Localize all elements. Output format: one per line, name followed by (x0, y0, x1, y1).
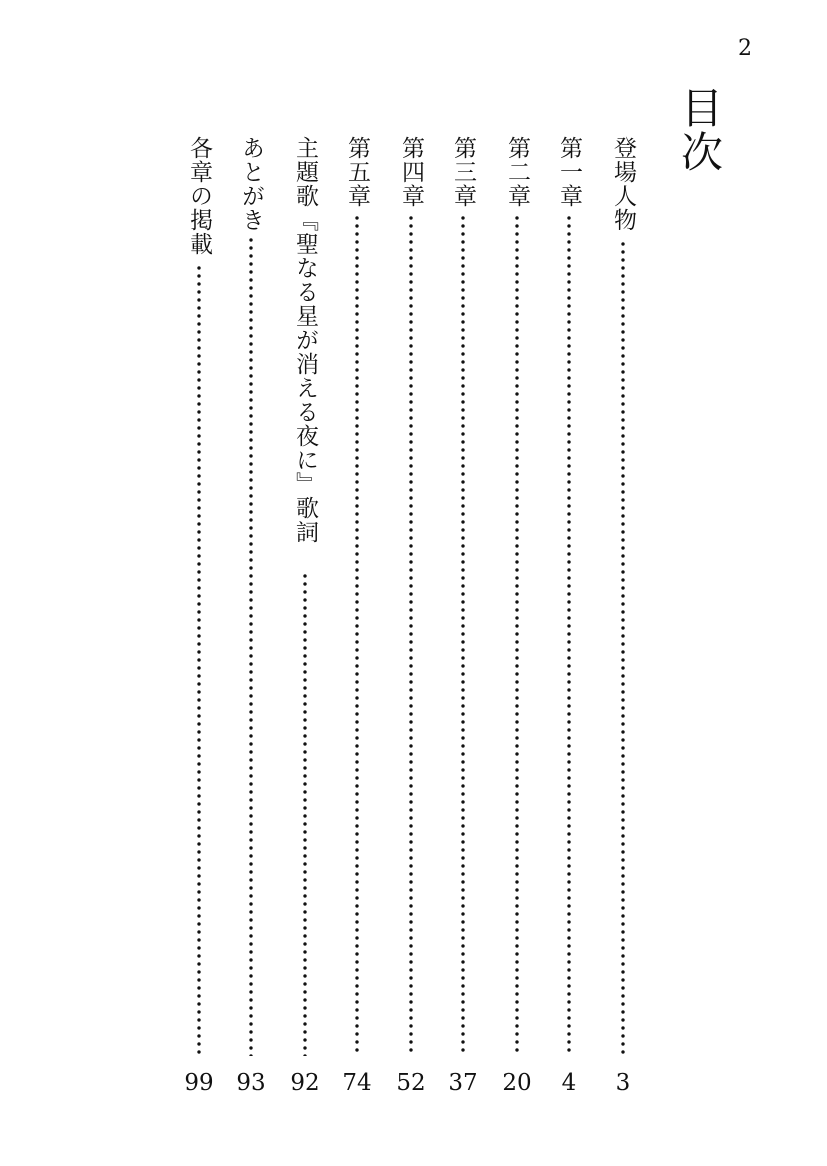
toc-page-number: 92 (290, 1070, 320, 1096)
toc-page-number: 37 (448, 1070, 478, 1096)
toc-entry-label: 主題歌『聖なる星が消える夜に』歌詞 (292, 136, 318, 544)
toc-entry-label: 登場人物 (610, 136, 636, 232)
toc-page-number: 99 (184, 1070, 214, 1096)
toc-entry-label: 各章の掲載 (186, 136, 212, 256)
toc-entry-theme-song-lyrics[interactable] (290, 136, 320, 1056)
toc-leader-dots (197, 264, 201, 1056)
toc-entry-label: 第二章 (504, 136, 530, 208)
toc-entry-label: 第四章 (398, 136, 424, 208)
toc-entry-chapter-2[interactable] (502, 136, 532, 1056)
toc-entry-chapter-3[interactable] (448, 136, 478, 1056)
toc-entry-characters[interactable] (608, 136, 638, 1056)
toc-page-number: 52 (396, 1070, 426, 1096)
toc-page-number: 20 (502, 1070, 532, 1096)
toc-leader-dots (303, 572, 307, 1056)
toc-entry-chapter-1[interactable] (554, 136, 584, 1056)
toc-entry-chapter-5[interactable] (342, 136, 372, 1056)
page-number: 2 (738, 36, 752, 61)
toc-entry-publication-info[interactable] (184, 136, 214, 1056)
toc-page-number: 4 (561, 1070, 577, 1096)
toc-leader-dots (515, 214, 519, 1056)
toc-leader-dots (567, 214, 571, 1056)
toc-leader-dots (409, 214, 413, 1056)
toc-entry-label: 第一章 (556, 136, 582, 208)
toc-entry-label: 第五章 (344, 136, 370, 208)
toc-title: 目次 (675, 86, 724, 174)
toc-entry-label: 第三章 (450, 136, 476, 208)
toc-leader-dots (461, 214, 465, 1056)
toc-page-number: 93 (236, 1070, 266, 1096)
toc-entry-afterword[interactable] (236, 136, 266, 1056)
toc-page-number: 3 (615, 1070, 631, 1096)
toc-leader-dots (355, 214, 359, 1056)
toc-entry-chapter-4[interactable] (396, 136, 426, 1056)
toc-page-number: 74 (342, 1070, 372, 1096)
toc-leader-dots (621, 240, 625, 1056)
toc-entry-label: あとがき (238, 136, 264, 232)
toc-leader-dots (249, 236, 253, 1056)
